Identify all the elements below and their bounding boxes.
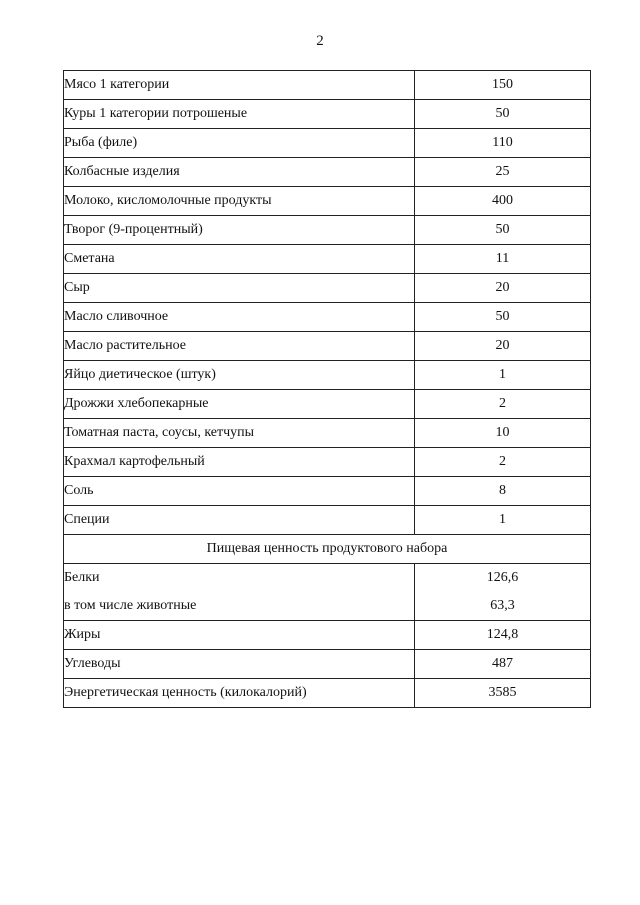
nutrition-value: 487 [415,650,591,679]
page-number: 2 [316,33,324,49]
table-row [64,129,591,158]
table-row [64,477,591,506]
product-name: Крахмал картофельный [64,448,415,477]
table-row [64,679,591,708]
table-row [64,390,591,419]
nutrition-value: 3585 [415,679,591,708]
section-title: Пищевая ценность продуктового набора [64,535,591,564]
products-table [63,70,591,708]
nutrition-value: 124,8 [415,621,591,650]
product-name: Специи [64,506,415,535]
product-value: 110 [415,129,591,158]
table-row [64,274,591,303]
product-name: Томатная паста, соусы, кетчупы [64,419,415,448]
product-value: 20 [415,274,591,303]
table-row [64,448,591,477]
product-value: 50 [415,216,591,245]
product-value: 2 [415,448,591,477]
product-value: 50 [415,303,591,332]
nutrition-name: в том числе животные [64,592,415,621]
nutrition-name: Энергетическая ценность (килокалорий) [64,679,415,708]
product-name: Молоко, кисломолочные продукты [64,187,415,216]
product-value: 25 [415,158,591,187]
table-row [64,158,591,187]
product-name: Мясо 1 категории [64,71,415,100]
table-row [64,245,591,274]
product-value: 150 [415,71,591,100]
table-row [64,216,591,245]
table-row [64,332,591,361]
product-value: 2 [415,390,591,419]
product-value: 400 [415,187,591,216]
table-row [64,564,591,593]
product-name: Куры 1 категории потрошеные [64,100,415,129]
table-row [64,100,591,129]
table-row [64,187,591,216]
nutrition-name: Белки [64,564,415,593]
product-name: Соль [64,477,415,506]
product-value: 10 [415,419,591,448]
table-row [64,361,591,390]
table-row [64,506,591,535]
section-header-row [64,535,591,564]
product-name: Сыр [64,274,415,303]
product-value: 1 [415,506,591,535]
table-row [64,71,591,100]
nutrition-name: Жиры [64,621,415,650]
product-name: Сметана [64,245,415,274]
product-name: Дрожжи хлебопекарные [64,390,415,419]
product-value: 8 [415,477,591,506]
table-row [64,621,591,650]
nutrition-value: 63,3 [415,592,591,621]
product-name: Творог (9-процентный) [64,216,415,245]
product-name: Масло сливочное [64,303,415,332]
product-name: Рыба (филе) [64,129,415,158]
product-value: 50 [415,100,591,129]
product-value: 20 [415,332,591,361]
product-name: Колбасные изделия [64,158,415,187]
product-name: Яйцо диетическое (штук) [64,361,415,390]
product-value: 11 [415,245,591,274]
product-name: Масло растительное [64,332,415,361]
table-row [64,419,591,448]
table-row [64,592,591,621]
table-row [64,303,591,332]
product-value: 1 [415,361,591,390]
table-row [64,650,591,679]
nutrition-name: Углеводы [64,650,415,679]
nutrition-value: 126,6 [415,564,591,593]
